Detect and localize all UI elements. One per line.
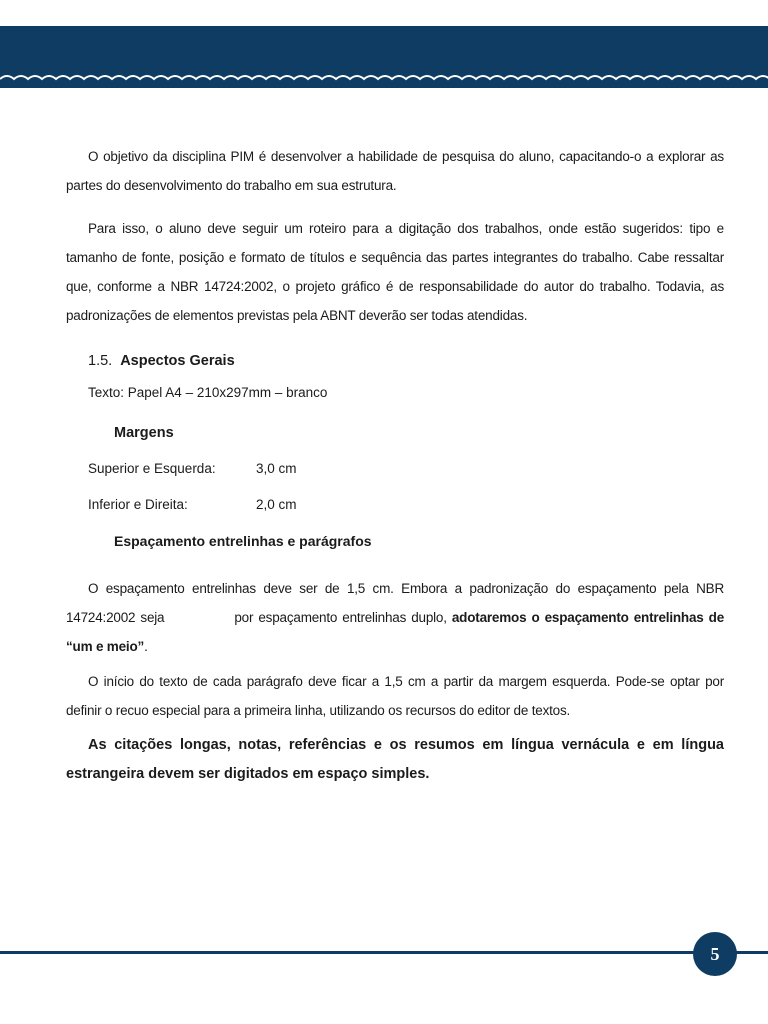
- margin-value: 3,0 cm: [256, 461, 297, 476]
- footer-line: [0, 951, 768, 954]
- margin-row-superior: [88, 458, 724, 480]
- paragraph-citacoes: As citações longas, notas, referências e os resumos em língua vernácula e em língua estrangeira devem ser digitados em espaço simples.: [66, 737, 724, 782]
- page-content: [66, 142, 724, 789]
- paragraph-recuo: O início do texto de cada parágrafo deve ficar a 1,5 cm a partir da margem esquerda. Pode-se optar por definir o recuo especial para a primeira linha, utilizando os recursos do editor de textos.: [66, 674, 724, 718]
- paragraph-roteiro: Para isso, o aluno deve seguir um roteiro para a digitação dos trabalhos, onde estão sugeridos: tipo e tamanho de fonte, posição e formato de títulos e sequência das partes integrantes do trabalho. Cabe ressaltar que, conforme a NBR 14724:2002, o projeto gráfico é de responsabilidade do autor do trabalho. Todavia, as padronizações de elementos previstas pela ABNT deverão ser todas atendidas.: [66, 221, 724, 323]
- section-heading: [88, 350, 724, 372]
- paragraph-objetivo: O objetivo da disciplina PIM é desenvolver a habilidade de pesquisa do aluno, capacitando-o a explorar as partes do desenvolvimento do trabalho em sua estrutura.: [66, 149, 724, 193]
- section-number: 1.5.: [88, 353, 113, 369]
- margens-heading: Margens: [114, 425, 174, 441]
- espacamento-text-mid: por espaçamento entrelinhas duplo,: [234, 610, 447, 625]
- margin-row-inferior: [88, 494, 724, 516]
- paper-spec: Texto: Papel A4 – 210x297mm – branco: [88, 385, 328, 400]
- margin-label: Inferior e Direita:: [88, 497, 188, 512]
- espacamento-heading: Espaçamento entrelinhas e parágrafos: [114, 533, 372, 549]
- header-wave-decoration: [0, 72, 768, 86]
- espacamento-text-end: .: [144, 639, 148, 654]
- espacamento-text-start: O espaçamento entrelinhas deve ser de 1,5 cm. Embora a padronização do espaçamento pela NBR 14724:2002 seja: [66, 581, 724, 625]
- margin-label: Superior e Esquerda:: [88, 461, 216, 476]
- page-number-badge: 5: [693, 932, 737, 976]
- espacamento-text-bold: adotaremos o espaçamento entrelinhas de “um e meio”: [66, 610, 725, 654]
- section-title: Aspectos Gerais: [120, 353, 235, 369]
- margin-value: 2,0 cm: [256, 497, 297, 512]
- paragraph-espacamento: [66, 574, 724, 661]
